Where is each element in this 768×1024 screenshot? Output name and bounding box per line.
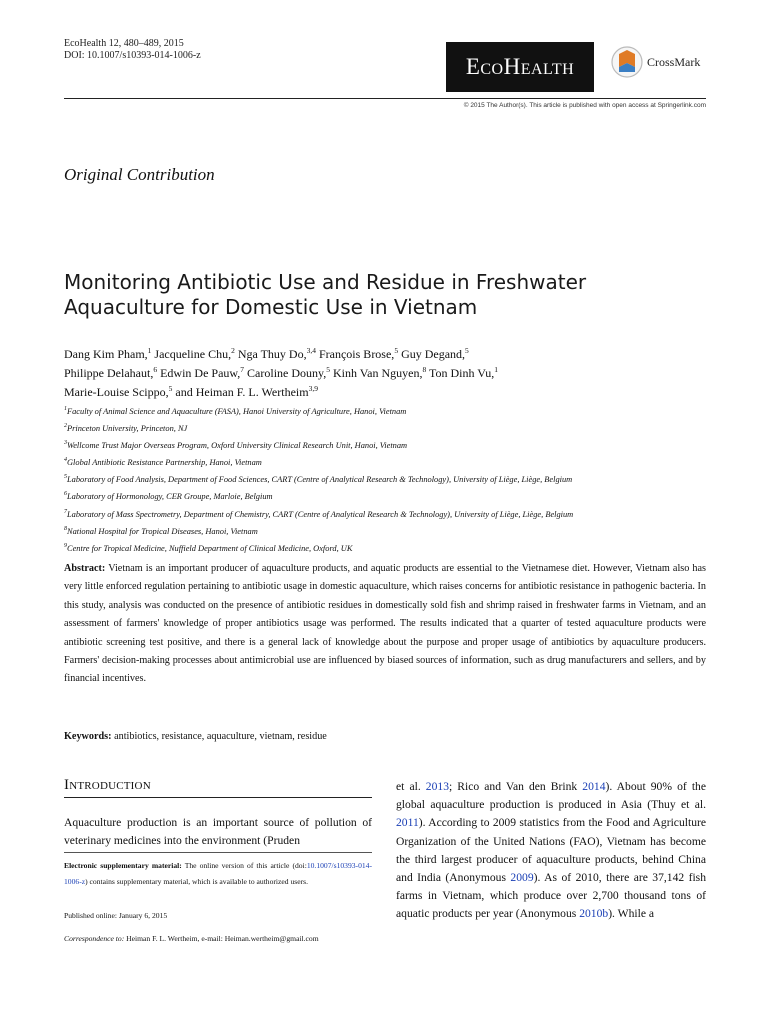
affiliation bbox=[64, 402, 714, 419]
citation-link[interactable]: 2009 bbox=[510, 871, 534, 885]
affiliation-number: 1 bbox=[64, 406, 67, 412]
author-name: Guy Degand, bbox=[401, 347, 466, 361]
body-text: ). According to 2009 statistics from the Food and Agriculture Organization of the United Nations (FAO), Vietnam has become the third largest producer of aquaculture products, behind China and India (Anonymous bbox=[396, 816, 706, 885]
affiliation-number: 7 bbox=[64, 508, 67, 515]
affiliation-number: 6 bbox=[64, 491, 67, 498]
published-online: Published online: January 6, 2015 bbox=[64, 911, 168, 920]
doi-line: DOI: 10.1007/s10393-014-1006-z bbox=[64, 50, 201, 61]
title-line: Aquaculture for Domestic Use in Vietnam bbox=[64, 295, 478, 319]
author-name: Nga Thuy Do, bbox=[237, 347, 307, 361]
article-title bbox=[64, 270, 704, 320]
affiliation-text: Laboratory of Mass Spectrometry, Department of Chemistry, CART (Centre of Analytical Research & Technology), University of Liège, Liège, Belgium bbox=[67, 509, 574, 519]
author-name: Ton Dinh Vu, bbox=[429, 366, 495, 380]
author-affiliation-number: 5 bbox=[326, 365, 331, 374]
affiliation-number: 8 bbox=[64, 525, 67, 532]
author-name: Dang Kim Pham, bbox=[64, 347, 148, 361]
keywords bbox=[64, 731, 327, 742]
author-name: Marie-Louise Scippo, bbox=[64, 385, 169, 399]
license-note: © 2015 The Author(s). This article is published with open access at Springerlink.com bbox=[463, 102, 706, 109]
intro-right-text bbox=[396, 778, 706, 924]
author-affiliation-number: 5 bbox=[394, 346, 399, 355]
author-affiliation-number: 2 bbox=[231, 346, 235, 355]
author-affiliation-number: 7 bbox=[240, 365, 245, 374]
author-affiliation-number: 1 bbox=[494, 365, 498, 374]
journal-line: EcoHealth 12, 480–489, 2015 bbox=[64, 38, 184, 49]
affiliation-text: Centre for Tropical Medicine, Nuffield Department of Clinical Medicine, Oxford, UK bbox=[67, 543, 353, 553]
affiliation-text: Wellcome Trust Major Overseas Program, Oxford University Clinical Research Unit, Hanoi, Vietnam bbox=[67, 440, 408, 450]
keywords-text: antibiotics, resistance, aquaculture, vietnam, residue bbox=[114, 731, 327, 742]
author-affiliation-number: 3,4 bbox=[306, 346, 316, 355]
citation-link[interactable]: 2011 bbox=[396, 816, 419, 830]
affiliation-text: Faculty of Animal Science and Aquaculture (FASA), Hanoi University of Agriculture, Hanoi, Vietnam bbox=[67, 406, 407, 416]
affiliation-text: National Hospital for Tropical Diseases, Hanoi, Vietnam bbox=[67, 526, 258, 536]
abstract-label: Abstract: bbox=[64, 563, 106, 574]
keywords-label: Keywords: bbox=[64, 731, 112, 742]
section-type: Original Contribution bbox=[64, 165, 215, 184]
author-affiliation-number: 1 bbox=[147, 346, 152, 355]
affiliation-list bbox=[64, 402, 714, 556]
body-text: ). About 90% of the global aquaculture production is produced in Asia (Thuy et al. bbox=[396, 780, 706, 812]
esm-post: ) contains supplementary material, which is available to authorized users. bbox=[85, 877, 308, 886]
author-affiliation-number: 6 bbox=[153, 365, 158, 374]
affiliation bbox=[64, 470, 714, 487]
affiliation bbox=[64, 522, 714, 539]
author-name: and Heiman F. L. Wertheim bbox=[175, 385, 309, 399]
esm-pre: The online version of this article (doi: bbox=[184, 861, 307, 870]
affiliation-text: Global Antibiotic Resistance Partnership, Hanoi, Vietnam bbox=[67, 458, 262, 468]
author-affiliation-number: 3,9 bbox=[308, 384, 318, 393]
crossmark-label: CrossMark bbox=[647, 54, 701, 69]
supplementary-note bbox=[64, 858, 372, 890]
affiliation bbox=[64, 505, 714, 522]
author-affiliation-number: 5 bbox=[168, 384, 173, 393]
citation-link[interactable]: 2013 bbox=[425, 780, 449, 793]
affiliation-number: 5 bbox=[64, 474, 67, 481]
author-name: Philippe Delahaut, bbox=[64, 366, 154, 380]
author-line bbox=[64, 343, 704, 362]
affiliation-text: Laboratory of Food Analysis, Department of Food Sciences, CART (Centre of Analytical Research & Technology), University of Liège, Liège, Belgium bbox=[67, 475, 573, 485]
author-affiliation-number: 5 bbox=[465, 346, 469, 355]
affiliation-text: Laboratory of Hormonology, CER Groupe, Marloie, Belgium bbox=[67, 492, 273, 502]
crossmark-icon bbox=[611, 45, 643, 79]
author-line bbox=[64, 362, 704, 381]
author-list bbox=[64, 343, 704, 400]
affiliation-text: Princeton University, Princeton, NJ bbox=[67, 423, 188, 433]
body-text: ; Rico and Van den Brink bbox=[448, 780, 583, 793]
correspondence-label: Correspondence to: bbox=[64, 934, 125, 943]
author-name: François Brose, bbox=[318, 347, 395, 361]
doi-link[interactable]: 10.1007/s10393-014-1006-z bbox=[64, 861, 373, 886]
author-name: Edwin De Pauw, bbox=[160, 366, 241, 380]
author-affiliation-number: 8 bbox=[422, 365, 427, 374]
intro-left-text: Aquaculture production is an important source of pollution of veterinary medicines into the environment (Pruden bbox=[64, 816, 372, 847]
correspondence-text: Heiman F. L. Wertheim, e-mail: Heiman.wertheim@gmail.com bbox=[126, 934, 319, 943]
body-text: et al. bbox=[396, 780, 426, 793]
affiliation-number: 2 bbox=[64, 423, 67, 430]
crossmark-badge[interactable] bbox=[611, 44, 717, 80]
introduction-rule bbox=[64, 797, 372, 798]
author-name: Kinh Van Nguyen, bbox=[333, 366, 423, 380]
header-rule bbox=[64, 98, 706, 99]
introduction-heading: Introduction bbox=[64, 777, 151, 793]
affiliation-number: 9 bbox=[64, 542, 67, 549]
affiliation bbox=[64, 419, 714, 436]
affiliation bbox=[64, 487, 714, 504]
ecohealth-logo[interactable] bbox=[446, 42, 594, 92]
author-name: Jacqueline Chu, bbox=[154, 347, 232, 361]
body-text: ). As of 2010, there are 37,142 fish farms in Vietnam, which produce over 2,700 thousand tons of aquatic products per year (Anonymous bbox=[396, 871, 706, 921]
affiliation bbox=[64, 539, 714, 556]
affiliation-number: 4 bbox=[64, 457, 67, 464]
body-text: ). While a bbox=[608, 907, 655, 921]
author-line bbox=[64, 381, 704, 400]
correspondence bbox=[64, 934, 319, 943]
citation-link[interactable]: 2010b bbox=[579, 907, 609, 921]
author-name: Caroline Douny, bbox=[247, 366, 327, 380]
abstract-text: Vietnam is an important producer of aquaculture products, and aquatic products are essential to the Vietnamese diet. However, Vietnam also has very little enforced regulation pertaining to antibiotic usage in domestic aquaculture, which raises concerns for antibiotic resistance in pathogenic bacteria. In this study, analysis was conducted on the presence of antibiotic residues in domestically sold fish and shrimp raised in freshwater farms in Vietnam, and an assessment of farmers' knowledge of proper antibiotics usage was performed. The results indicated that a quarter of tested aquaculture products were antibiotic screening test positive, and there is a general lack of knowledge about the purpose and proper usage of antibiotics by aquaculture producers. Farmers' decision-making processes about antimicrobial use are influenced by biased sources of information, such as drug manufacturers and sellers, and by financial incentives. bbox=[64, 563, 706, 685]
logo-text: EcoHealth bbox=[465, 54, 575, 79]
affiliation bbox=[64, 453, 714, 470]
journal-reference bbox=[64, 38, 201, 62]
citation-link[interactable]: 2014 bbox=[582, 780, 606, 793]
abstract bbox=[64, 560, 706, 689]
affiliation-number: 3 bbox=[64, 440, 67, 447]
esm-label: Electronic supplementary material: bbox=[64, 861, 182, 870]
title-line: Monitoring Antibiotic Use and Residue in Freshwater bbox=[64, 270, 587, 294]
footnote-rule bbox=[64, 852, 372, 853]
affiliation bbox=[64, 436, 714, 453]
